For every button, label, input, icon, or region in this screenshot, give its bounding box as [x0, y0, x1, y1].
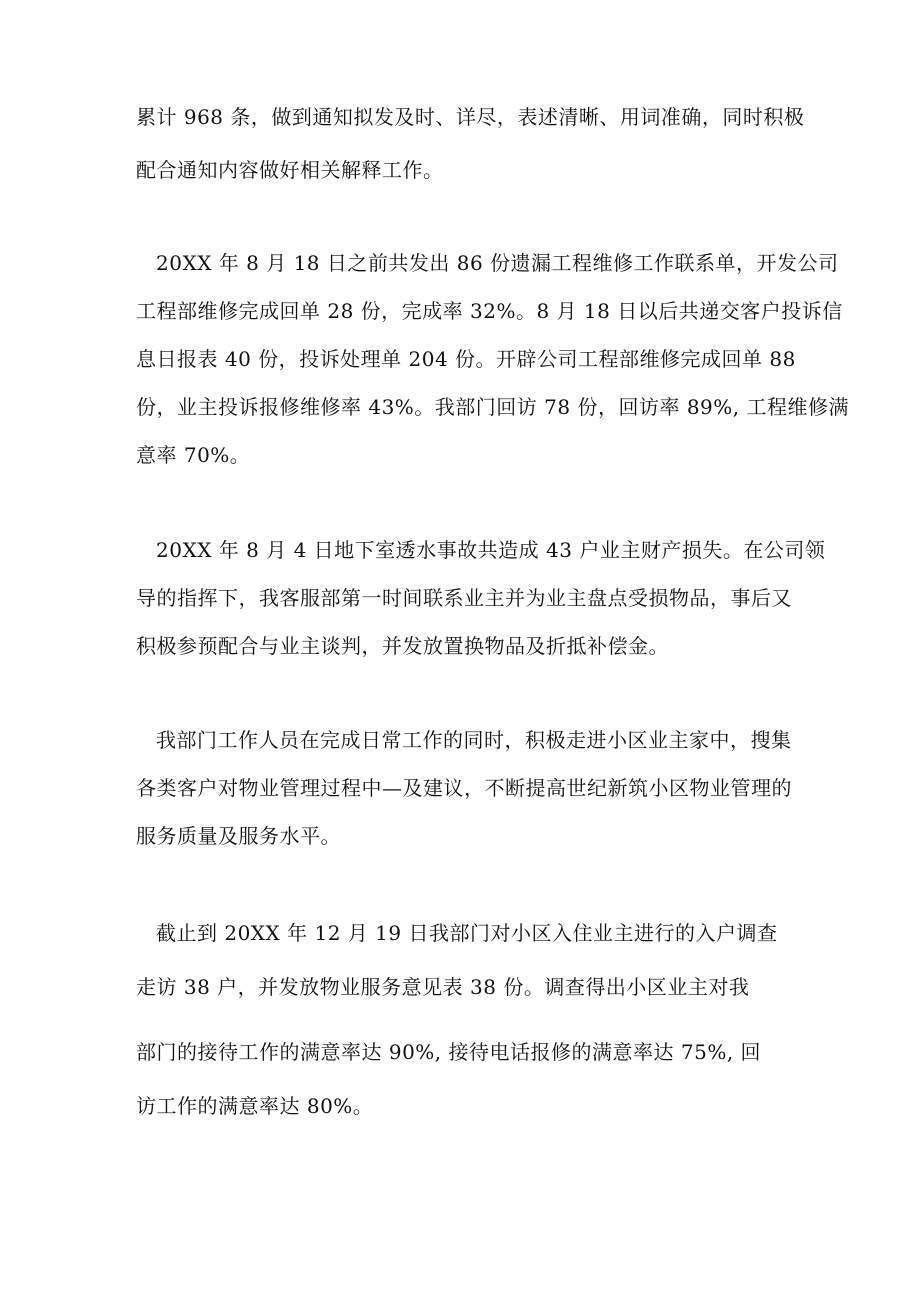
- text-line: 导的指挥下，我客服部第一时间联系业主并为业主盘点受损物品，事后又: [136, 586, 792, 610]
- text-line: 走访 38 户，并发放物业服务意见表 38 份。调查得出小区业主对我: [136, 975, 750, 999]
- text-line: 访工作的满意率达 80%。: [136, 1094, 374, 1118]
- text-line: 意率 70%。: [136, 443, 251, 467]
- text-line: 我部门工作人员在完成日常工作的同时，积极走进小区业主家中，搜集: [156, 728, 792, 752]
- text-line: 积极参预配合与业主谈判，并发放置换物品及折抵补偿金。: [136, 634, 669, 658]
- text-line: 各类客户对物业管理过程中—及建议，不断提高世纪新筑小区物业管理的: [136, 776, 792, 800]
- text-line: 截止到 20XX 年 12 月 19 日我部门对小区入住业主进行的入户调查: [156, 921, 778, 945]
- text-line: 份，业主投诉报修维修率 43%。我部门回访 78 份，回访率 89%, 工程维修满: [136, 395, 849, 419]
- text-line: 服务质量及服务水平。: [136, 824, 341, 848]
- text-line: 20XX 年 8 月 18 日之前共发出 86 份遗漏工程维修工作联系单，开发公司: [156, 251, 839, 275]
- text-line: 部门的接待工作的满意率达 90%, 接待电话报修的满意率达 75%, 回: [136, 1040, 762, 1064]
- text-line: 工程部维修完成回单 28 份，完成率 32%。8 月 18 日以后共递交客户投诉信: [136, 299, 843, 323]
- text-line: 20XX 年 8 月 4 日地下室透水事故共造成 43 户业主财产损失。在公司领: [156, 538, 826, 562]
- text-line: 息日报表 40 份，投诉处理单 204 份。开辟公司工程部维修完成回单 88: [136, 347, 796, 371]
- text-line: 累计 968 条，做到通知拟发及时、详尽，表述清晰、用词准确，同时积极: [136, 105, 805, 129]
- text-line: 配合通知内容做好相关解释工作。: [136, 158, 444, 182]
